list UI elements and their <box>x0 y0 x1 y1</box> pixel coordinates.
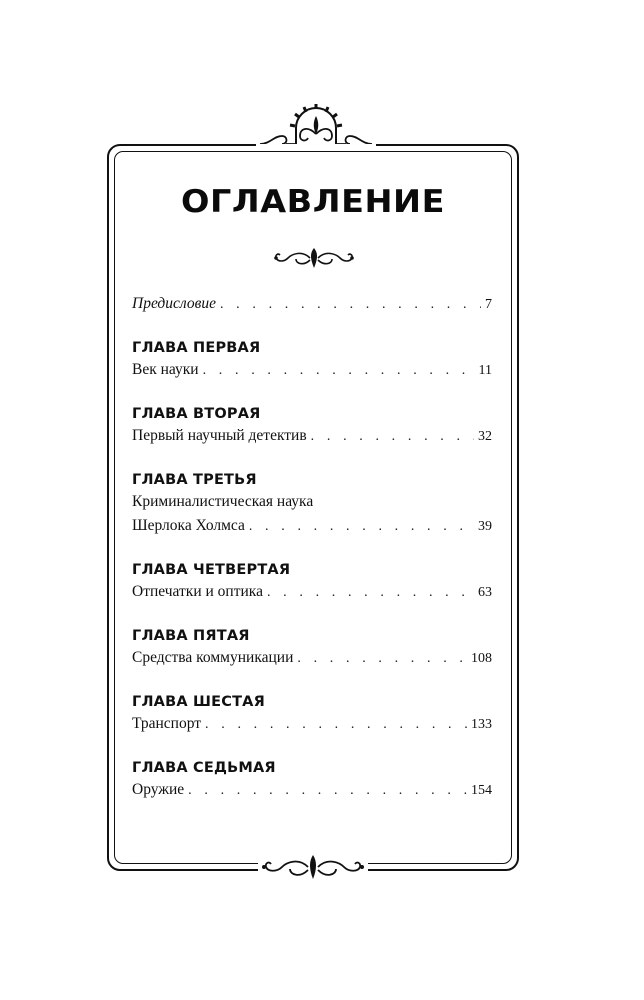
toc-entry-text: Средства коммуникации <box>132 649 294 666</box>
page-number: 108 <box>471 651 492 666</box>
leader-dots <box>203 359 475 383</box>
toc-entry-text: Предисловие <box>132 295 216 312</box>
scroll-flourish-icon <box>258 852 368 882</box>
leader-dots <box>249 515 474 539</box>
page-number: 133 <box>471 717 492 732</box>
toc-entry-text: Первый научный детектив <box>132 427 307 444</box>
toc-entry-text-line1[interactable]: Криминалистическая наука <box>132 493 314 510</box>
toc-entry[interactable] <box>132 514 492 539</box>
page-number: 11 <box>478 363 492 378</box>
page-number: 7 <box>485 297 492 312</box>
chapter-heading: ГЛАВА ШЕСТАЯ <box>132 694 265 710</box>
leader-dots <box>267 581 474 605</box>
page-title: ОГЛАВЛЕНИЕ <box>180 184 446 220</box>
table-of-contents <box>132 292 492 803</box>
toc-entry-text: Шерлока Холмса <box>132 517 245 534</box>
toc-entry[interactable] <box>132 580 492 605</box>
toc-entry[interactable] <box>132 712 492 737</box>
page-number: 63 <box>478 585 492 600</box>
page-number: 39 <box>478 519 492 534</box>
chapter-heading: ГЛАВА СЕДЬМАЯ <box>132 760 276 776</box>
chapter-heading: ГЛАВА ВТОРАЯ <box>132 406 261 422</box>
chapter-heading: ГЛАВА ТРЕТЬЯ <box>132 472 257 488</box>
toc-entry-preface[interactable] <box>132 292 492 317</box>
chapter-heading: ГЛАВА ЧЕТВЕРТАЯ <box>132 562 291 578</box>
leader-dots <box>311 425 474 449</box>
toc-entry-text: Транспорт <box>132 715 202 732</box>
toc-entry[interactable] <box>132 358 492 383</box>
leader-dots <box>297 647 467 671</box>
page-number: 32 <box>478 429 492 444</box>
scroll-flourish-icon <box>272 246 356 270</box>
chapter-heading: ГЛАВА ПЕРВАЯ <box>132 340 261 356</box>
toc-entry[interactable] <box>132 646 492 671</box>
leader-dots <box>220 293 481 317</box>
page-number: 154 <box>471 783 492 798</box>
chapter-heading: ГЛАВА ПЯТАЯ <box>132 628 250 644</box>
gear-flourish-icon <box>256 104 376 148</box>
toc-entry-text: Оружие <box>132 781 185 798</box>
toc-entry[interactable] <box>132 778 492 803</box>
leader-dots <box>188 779 467 803</box>
toc-entry-text: Век науки <box>132 361 199 378</box>
toc-entry[interactable] <box>132 424 492 449</box>
leader-dots <box>205 713 467 737</box>
toc-entry-text: Отпечатки и оптика <box>132 583 263 600</box>
